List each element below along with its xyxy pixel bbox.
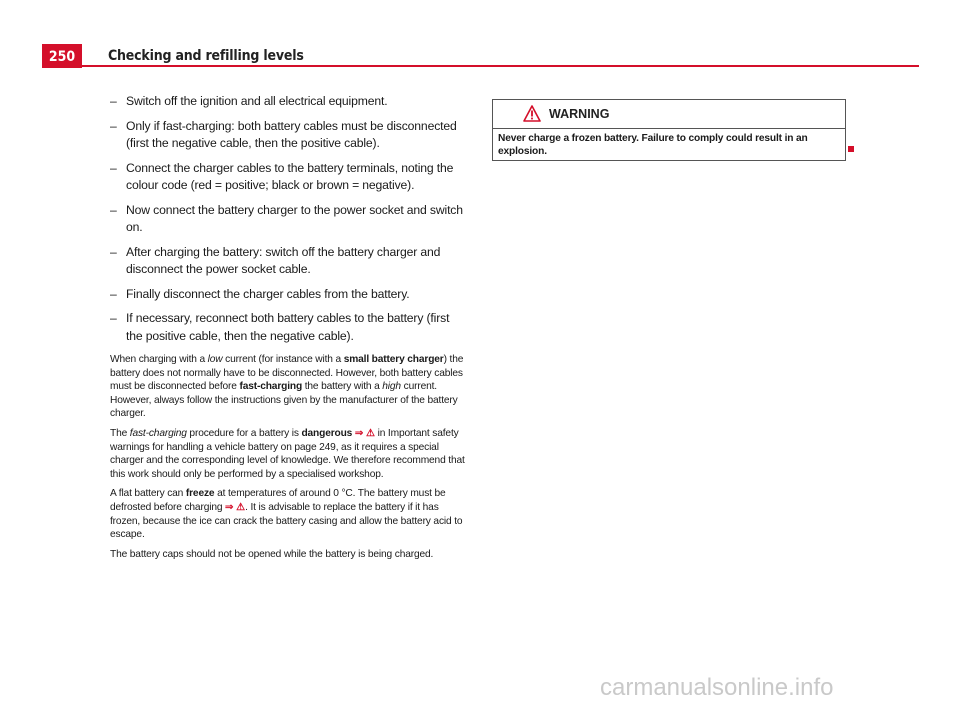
main-column xyxy=(110,93,465,567)
section-end-marker xyxy=(848,146,854,152)
step-item xyxy=(110,244,465,279)
paragraph-frozen-battery xyxy=(110,487,465,541)
warning-box xyxy=(492,99,846,161)
text-run: the battery with a xyxy=(302,381,383,393)
step-item xyxy=(110,310,465,345)
text-run: procedure for a battery is xyxy=(186,427,302,439)
step-text: If necessary, reconnect both battery cables to the battery (first the positive cable, then the negative cable). xyxy=(126,311,450,343)
text-run: When charging with a xyxy=(110,354,208,365)
text-run: current (for instance with a xyxy=(222,354,344,365)
emphasis: fast-charging xyxy=(129,427,187,439)
dash-bullet: – xyxy=(110,160,117,175)
step-item xyxy=(110,93,465,111)
warning-title: WARNING xyxy=(549,107,610,121)
text-run: current. However, always follow the instructions given by the manufacturer of the battery charger. xyxy=(110,381,458,420)
step-text: Connect the charger cables to the battery terminals, noting the colour code (red = positive; black or brown = negative). xyxy=(126,160,454,192)
paragraph-charging-current xyxy=(110,353,465,421)
paragraph-battery-caps: The battery caps should not be opened while the battery is being charged. xyxy=(110,548,434,560)
dash-bullet: – xyxy=(110,286,117,301)
step-text: Now connect the battery charger to the power socket and switch on. xyxy=(126,202,463,234)
watermark: carmanualsonline.info xyxy=(600,674,834,701)
step-item xyxy=(110,160,465,195)
emphasis: high xyxy=(382,381,401,393)
text-run: ) the battery does not normally have to be disconnected. However, both battery cables must be disconnected before xyxy=(110,354,464,393)
warning-header xyxy=(493,100,845,129)
text-run: at temperatures of around 0 °C. The battery must be defrosted before charging xyxy=(110,488,446,513)
step-list xyxy=(110,93,465,345)
page-number: 250 xyxy=(42,44,82,68)
emphasis: low xyxy=(207,354,223,365)
step-item xyxy=(110,286,465,304)
page-header xyxy=(0,0,960,70)
warning-reference-link[interactable]: ⇒ ⚠ xyxy=(352,427,375,439)
section-title: Checking and refilling levels xyxy=(108,48,304,64)
header-divider xyxy=(82,65,919,67)
step-text: Finally disconnect the charger cables from the battery. xyxy=(126,286,410,301)
bold-term: fast-charging xyxy=(239,381,303,393)
paragraph-fast-charging xyxy=(110,427,465,481)
step-item xyxy=(110,202,465,237)
text-run: in Important safety warnings for handling a vehicle battery on page 249, as it requires a special charger and the corresponding level of knowledge. We therefore recommend that this work should only be performed by a specialised workshop. xyxy=(110,427,465,480)
dash-bullet: – xyxy=(110,311,117,325)
step-text: Only if fast-charging: both battery cables must be disconnected (first the negative cable, then the positive cable). xyxy=(126,118,457,150)
bold-term: small battery charger xyxy=(343,354,444,365)
warning-reference-link[interactable]: ⇒ ⚠ xyxy=(225,501,246,513)
text-run: . It is advisable to replace the battery if it has frozen, because the ice can crack the battery casing and allow the battery acid to escape. xyxy=(110,501,463,541)
bold-term: dangerous xyxy=(301,427,353,439)
dash-bullet: – xyxy=(110,202,117,217)
warning-triangle-icon xyxy=(523,105,541,122)
bold-term: freeze xyxy=(185,488,215,500)
step-text: Switch off the ignition and all electrical equipment. xyxy=(126,94,388,108)
text-run: A flat battery can xyxy=(110,488,186,500)
step-text: After charging the battery: switch off the battery charger and disconnect the power socket cable. xyxy=(126,244,441,276)
dash-bullet: – xyxy=(110,94,117,108)
step-item xyxy=(110,118,465,153)
dash-bullet: – xyxy=(110,244,117,259)
dash-bullet: – xyxy=(110,118,117,133)
warning-text: Never charge a frozen battery. Failure to comply could result in an explosion. xyxy=(498,133,808,157)
text-run: The xyxy=(110,427,130,439)
